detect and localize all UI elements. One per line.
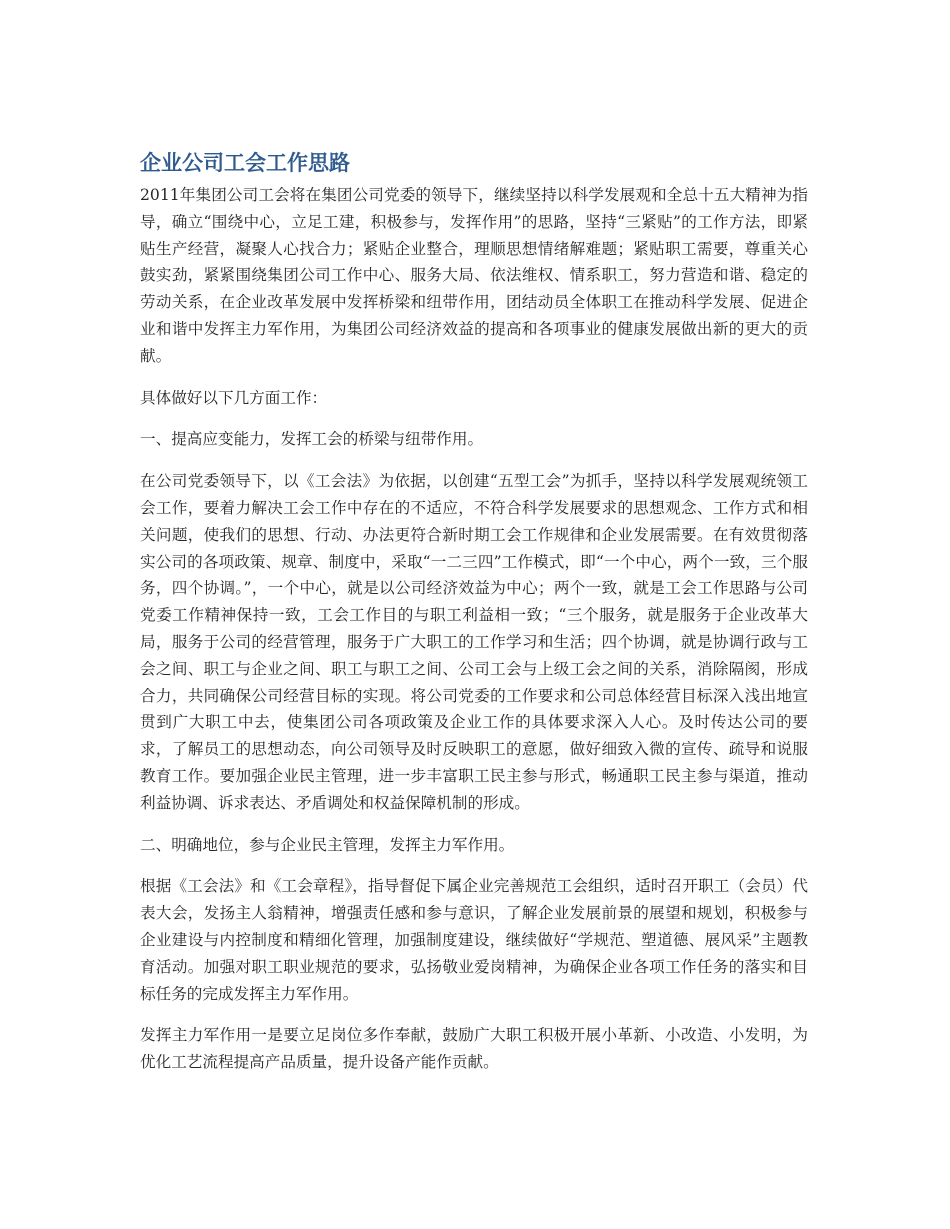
section-heading-2: 二、明确地位，参与企业民主管理，发挥主力军作用。 xyxy=(140,835,515,854)
section-2-body: 根据《工会法》和《工会章程》，指导督促下属企业完善规范工会组织，适时召开职工（会员）代表大会，发扬主人翁精神，增强责任感和参与意识，了解企业发展前景的展望和规划，积极参与企业建设与内控制度和精细化管理，加强制度建设，继续做好“学规范、塑道德、展风采”主题教育活动。加强对职工职业规范的要求，弘扬敬业爱岗精神，为确保企业各项工作任务的落实和目标任务的完成发挥主力军作用。 xyxy=(140,877,808,1003)
document-page xyxy=(140,148,808,1091)
section-2-body-continued: 发挥主力军作用一是要立足岗位多作奉献，鼓励广大职工积极开展小革新、小改造、小发明，为优化工艺流程提高产品质量，提升设备产能作贡献。 xyxy=(140,1026,808,1072)
section-1-body: 在公司党委领导下，以《工会法》为依据，以创建“五型工会”为抓手，坚持以科学发展观统领工会工作，要着力解决工会工作中存在的不适应，不符合科学发展要求的思想观念、工作方式和相关问题，使我们的思想、行动、办法更符合新时期工会工作规律和企业发展需要。在有效贯彻落实公司的各项政策、规章、制度中，采取“一二三四”工作模式，即“一个中心，两个一致，三个服务，四个协调。”，一个中心，就是以公司经济效益为中心；两个一致，就是工会工作思路与公司党委工作精神保持一致，工会工作目的与职工利益相一致；“三个服务，就是服务于企业改革大局，服务于公司的经营管理，服务于广大职工的工作学习和生活；四个协调，就是协调行政与工会之间、职工与企业之间、职工与职工之间、公司工会与上级工会之间的关系，消除隔阂，形成合力，共同确保公司经营目标的实现。将公司党委的工作要求和公司总体经营目标深入浅出地宣贯到广大职工中去，使集团公司各项政策及企业工作的具体要求深入人心。及时传达公司的要求，了解员工的思想动态，向公司领导及时反映职工的意愿，做好细致入微的宣传、疏导和说服教育工作。要加强企业民主管理，进一步丰富职工民主参与形式，畅通职工民主参与渠道，推动利益协调、诉求表达、矛盾调处和权益保障机制的形成。 xyxy=(140,472,808,812)
section-heading-1: 一、提高应变能力，发挥工会的桥梁与纽带作用。 xyxy=(140,430,484,449)
document-title: 企业公司工会工作思路 xyxy=(140,151,350,175)
list-intro-paragraph: 具体做好以下几方面工作： xyxy=(140,388,328,407)
intro-paragraph: 2011年集团公司工会将在集团公司党委的领导下，继续坚持以科学发展观和全总十五大精神为指导，确立“围绕中心，立足工建，积极参与，发挥作用”的思路，坚持“三紧贴”的工作方法，即紧贴生产经营，凝聚人心找合力；紧贴企业整合，理顺思想情绪解难题；紧贴职工需要，尊重关心鼓实劲，紧紧围绕集团公司工作中心、服务大局、依法维权、情系职工，努力营造和谐、稳定的劳动关系，在企业改革发展中发挥桥梁和纽带作用，团结动员全体职工在推动科学发展、促进企业和谐中发挥主力军作用，为集团公司经济效益的提高和各项事业的健康发展做出新的更大的贡献。 xyxy=(140,186,808,365)
